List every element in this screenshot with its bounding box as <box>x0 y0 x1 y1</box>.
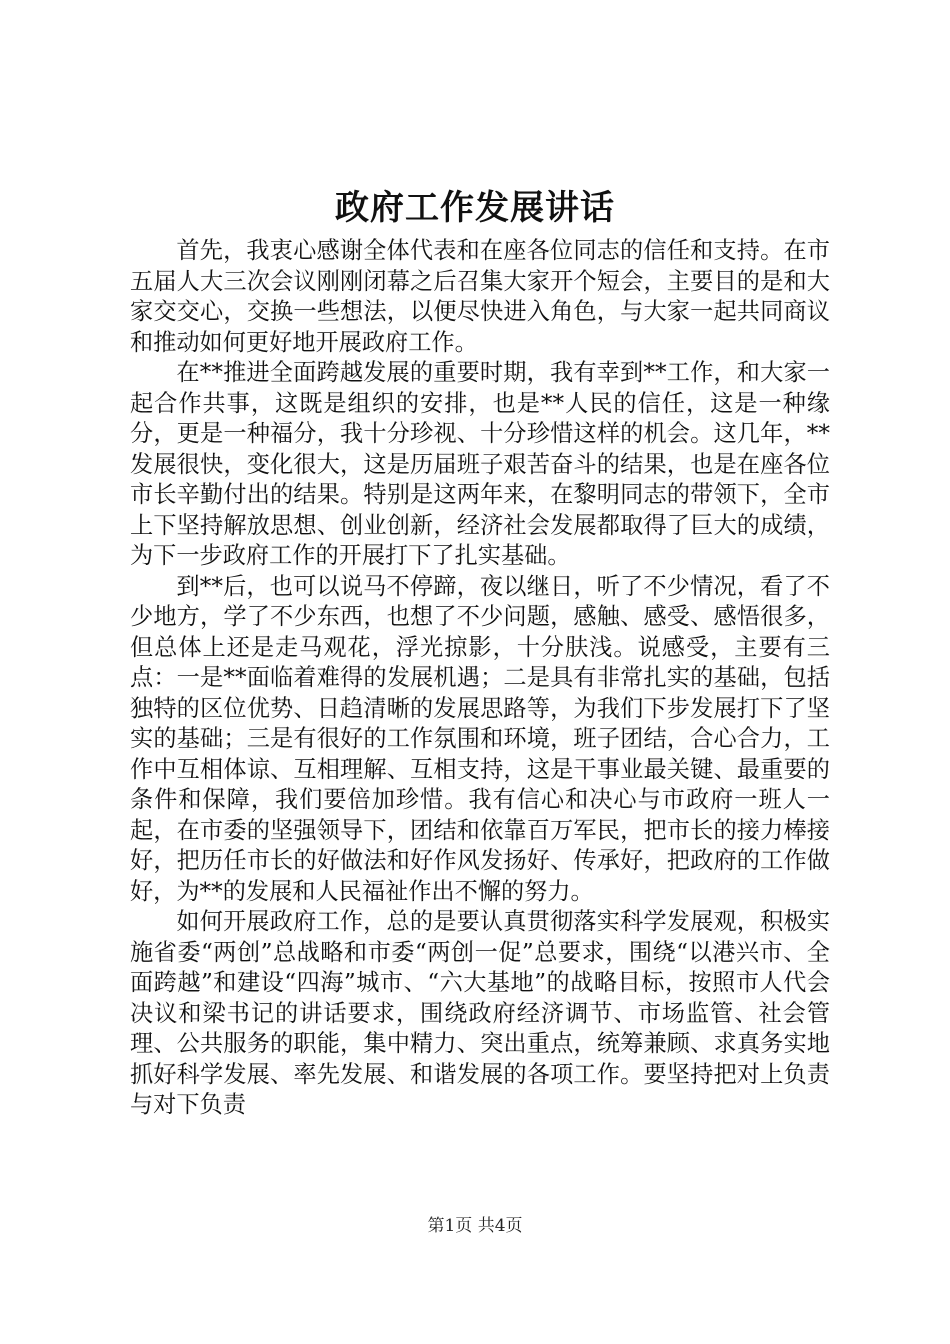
page-footer: 第1页 共4页 <box>427 1216 523 1236</box>
paragraph: 到**后，也可以说马不停蹄，夜以继日，听了不少情况，看了不少地方，学了不少东西，也想了不少问题，感触、感受、感悟很多，但总体上还是走马观花，浮光掠影，十分肤浅。说感受，主要有三点：一是**面临着难得的发展机遇；二是具有非常扎实的基础，包括独特的区位优势、日趋清晰的发展思路等，为我们下步发展打下了坚实的基础；三是有很好的工作氛围和环境，班子团结，合心合力，工作中互相体谅、互相理解、互相支持，这是干事业最关键、最重要的条件和保障，我们要倍加珍惜。我有信心和决心与市政府一班人一起，在市委的坚强领导下，团结和依靠百万军民，把市长的接力棒接好，把历任市长的好做法和好作风发扬好、传承好，把政府的工作做好，为**的发展和人民福祉作出不懈的努力。 <box>130 572 830 905</box>
document-title: 政府工作发展讲话 <box>335 188 615 228</box>
paragraph: 首先，我衷心感谢全体代表和在座各位同志的信任和支持。在市五届人大三次会议刚刚闭幕之后召集大家开个短会，主要目的是和大家交交心，交换一些想法，以便尽快进入角色，与大家一起共同商议和推动如何更好地开展政府工作。 <box>130 237 830 356</box>
document-body <box>130 236 830 1121</box>
paragraph: 如何开展政府工作，总的是要认真贯彻落实科学发展观，积极实施省委“两创”总战略和市委“两创一促”总要求，围绕“以港兴市、全面跨越”和建设“四海”城市、“六大基地”的战略目标，按照市人代会决议和梁书记的讲话要求，围绕政府经济调节、市场监管、社会管理、公共服务的职能，集中精力、突出重点，统筹兼顾、求真务实地抓好科学发展、率先发展、和谐发展的各项工作。要坚持把对上负责与对下负责 <box>130 908 830 1118</box>
paragraph: 在**推进全面跨越发展的重要时期，我有幸到**工作，和大家一起合作共事，这既是组织的安排，也是**人民的信任，这是一种缘分，更是一种福分，我十分珍视、十分珍惜这样的机会。这几年，**发展很快，变化很大，这是历届班子艰苦奋斗的结果，也是在座各位市长辛勤付出的结果。特别是这两年来，在黎明同志的带领下，全市上下坚持解放思想、创业创新，经济社会发展都取得了巨大的成绩，为下一步政府工作的开展打下了扎实基础。 <box>130 359 830 569</box>
